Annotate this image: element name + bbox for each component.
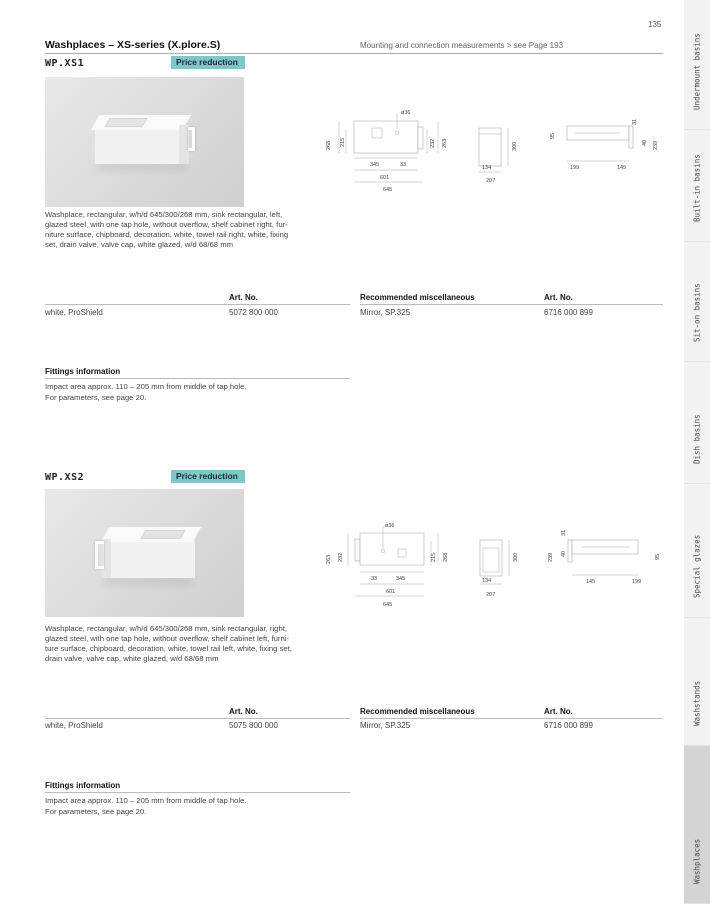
misc-header: Recommended miscellaneous — [360, 707, 475, 716]
dim-front-width-1: 199 — [570, 165, 580, 171]
side-view — [479, 128, 518, 184]
dim-front-4: 239 — [653, 140, 659, 150]
dim-front-1: 95 — [550, 132, 556, 139]
product-code: WP.XS2 — [45, 472, 85, 483]
misc-art-no-header: Art. No. — [544, 293, 573, 302]
art-no-cell: 5072 800 000 — [229, 308, 278, 317]
misc-art-no-cell: 6716 000 899 — [544, 721, 593, 730]
dim-inner-width: 601 — [386, 589, 396, 595]
art-no-cell: 5075 800 000 — [229, 721, 278, 730]
table-divider — [45, 304, 350, 305]
tab-label: Special glazes — [692, 534, 702, 598]
dim-depth-right-total: 268 — [443, 552, 449, 562]
dim-front-2: 40 — [561, 550, 567, 557]
fittings-divider — [45, 792, 350, 793]
tab-washstands[interactable] — [684, 618, 710, 746]
variant-cell: white, ProShield — [45, 721, 103, 730]
product-description — [45, 210, 350, 250]
dim-depth-right: 232 — [430, 138, 436, 148]
description-line: niture surface, chipboard, decoration, white, towel rail right, white, fixing — [45, 230, 289, 239]
dim-front-width-2: 199 — [632, 579, 642, 585]
art-no-header: Art. No. — [229, 293, 258, 302]
misc-header: Recommended miscellaneous — [360, 293, 475, 302]
dim-total-width: 645 — [383, 187, 393, 193]
description-line: ture surface, chipboard, decoration, white, towel rail left, white, fixing set, — [45, 644, 292, 653]
description-line: drain valve, valve cap, white glazed, w/d 68/68 mm — [45, 654, 219, 663]
dim-depth: 268 — [326, 140, 332, 150]
dim-sink-width: 345 — [396, 576, 406, 582]
dim-height: 300 — [512, 141, 518, 151]
dimension-drawing — [320, 520, 665, 612]
dimension-drawing — [320, 108, 665, 198]
tab-label: Dish basins — [692, 414, 702, 464]
price-reduction-badge: Price reduction — [171, 470, 245, 483]
tab-label: Washstands — [692, 680, 702, 726]
front-view — [550, 119, 659, 171]
table-divider — [360, 304, 663, 305]
dim-front-width-2: 145 — [617, 165, 627, 171]
fittings-title: Fittings information — [45, 781, 121, 790]
side-view — [480, 540, 519, 598]
tab-special-glazes[interactable] — [684, 484, 710, 618]
misc-art-no-header: Art. No. — [544, 707, 573, 716]
table-divider — [45, 718, 350, 719]
dim-sink-width: 345 — [370, 162, 380, 168]
mounting-reference-link[interactable]: Mounting and connection measurements > see Page 193 — [360, 41, 564, 50]
dim-front-3: 31 — [561, 529, 567, 536]
tab-label: Built-in basins — [692, 154, 702, 222]
dim-offset: 33 — [400, 162, 407, 168]
product-description — [45, 624, 350, 664]
description-line: Washplace, rectangular, w/h/d 645/300/268 mm, sink rectangular, left, — [45, 210, 283, 219]
header-divider — [45, 53, 663, 54]
plan-view — [326, 523, 449, 608]
front-view — [548, 530, 661, 585]
dim-front-width-1: 145 — [586, 579, 596, 585]
variant-cell: white, ProShield — [45, 308, 103, 317]
fittings-line: For parameters, see page 20. — [45, 393, 147, 402]
description-line: set, drain valve, valve cap, white glazed, w/d 68/68 mm — [45, 240, 234, 249]
dim-depth-right-total: 263 — [442, 138, 448, 148]
dim-tap-hole: ø36 — [385, 523, 395, 529]
description-line: Washplace, rectangular, w/h/d 645/300/268 mm, sink rectangular, right, — [45, 624, 288, 633]
fittings-line: Impact area approx. 110 – 205 mm from middle of tap hole. — [45, 382, 247, 391]
tab-label: Sit-on basins — [692, 283, 702, 342]
misc-art-no-cell: 6716 000 899 — [544, 308, 593, 317]
product-photo — [45, 77, 244, 207]
fittings-title: Fittings information — [45, 367, 121, 376]
dim-depth-inner: 232 — [338, 552, 344, 562]
dim-depth: 263 — [326, 554, 332, 564]
plan-view — [326, 110, 448, 193]
description-line: glazed steel, with one tap hole, without overflow, shelf cabinet right, fur- — [45, 220, 288, 229]
dim-depth-right: 215 — [431, 552, 437, 562]
tab-dish-basins[interactable] — [684, 362, 710, 484]
dim-side-depth: 134 — [482, 165, 492, 171]
product-photo — [45, 489, 244, 617]
dim-front-3: 40 — [642, 139, 648, 146]
section-tabs — [684, 0, 710, 904]
table-divider — [360, 718, 663, 719]
description-line: glazed steel, with one tap hole, without overflow, shelf cabinet left, furni- — [45, 634, 290, 643]
tab-sit-on-basins[interactable] — [684, 242, 710, 362]
dim-depth-inner: 215 — [340, 137, 346, 147]
art-no-header: Art. No. — [229, 707, 258, 716]
dim-offset: 33 — [371, 576, 378, 582]
tab-undermount-basins[interactable] — [684, 0, 710, 130]
price-reduction-badge: Price reduction — [171, 56, 245, 69]
dim-inner-width: 601 — [380, 175, 390, 181]
misc-cell: Mirror, SP.325 — [360, 721, 411, 730]
tab-washplaces[interactable] — [684, 746, 710, 904]
page-number: 135 — [648, 20, 662, 29]
dim-front-4: 95 — [655, 553, 661, 560]
page-title: Washplaces – XS-series (X.plore.S) — [45, 39, 221, 51]
tab-label: Undermount basins — [692, 33, 702, 110]
dim-side-depth: 134 — [482, 578, 492, 584]
dim-front-1: 239 — [548, 552, 554, 562]
misc-cell: Mirror, SP.325 — [360, 308, 411, 317]
dim-front-2: 31 — [632, 118, 638, 125]
dim-height: 300 — [513, 552, 519, 562]
product-code: WP.XS1 — [45, 58, 85, 69]
dim-side-total: 207 — [486, 178, 496, 184]
dim-total-width: 645 — [383, 602, 393, 608]
fittings-divider — [45, 378, 350, 379]
dim-tap-hole: ø36 — [401, 110, 411, 116]
dim-side-total: 207 — [486, 592, 496, 598]
fittings-line: For parameters, see page 20. — [45, 807, 147, 816]
tab-label: Washplaces — [692, 838, 702, 884]
fittings-line: Impact area approx. 110 – 205 mm from middle of tap hole. — [45, 796, 247, 805]
tab-built-in-basins[interactable] — [684, 130, 710, 242]
